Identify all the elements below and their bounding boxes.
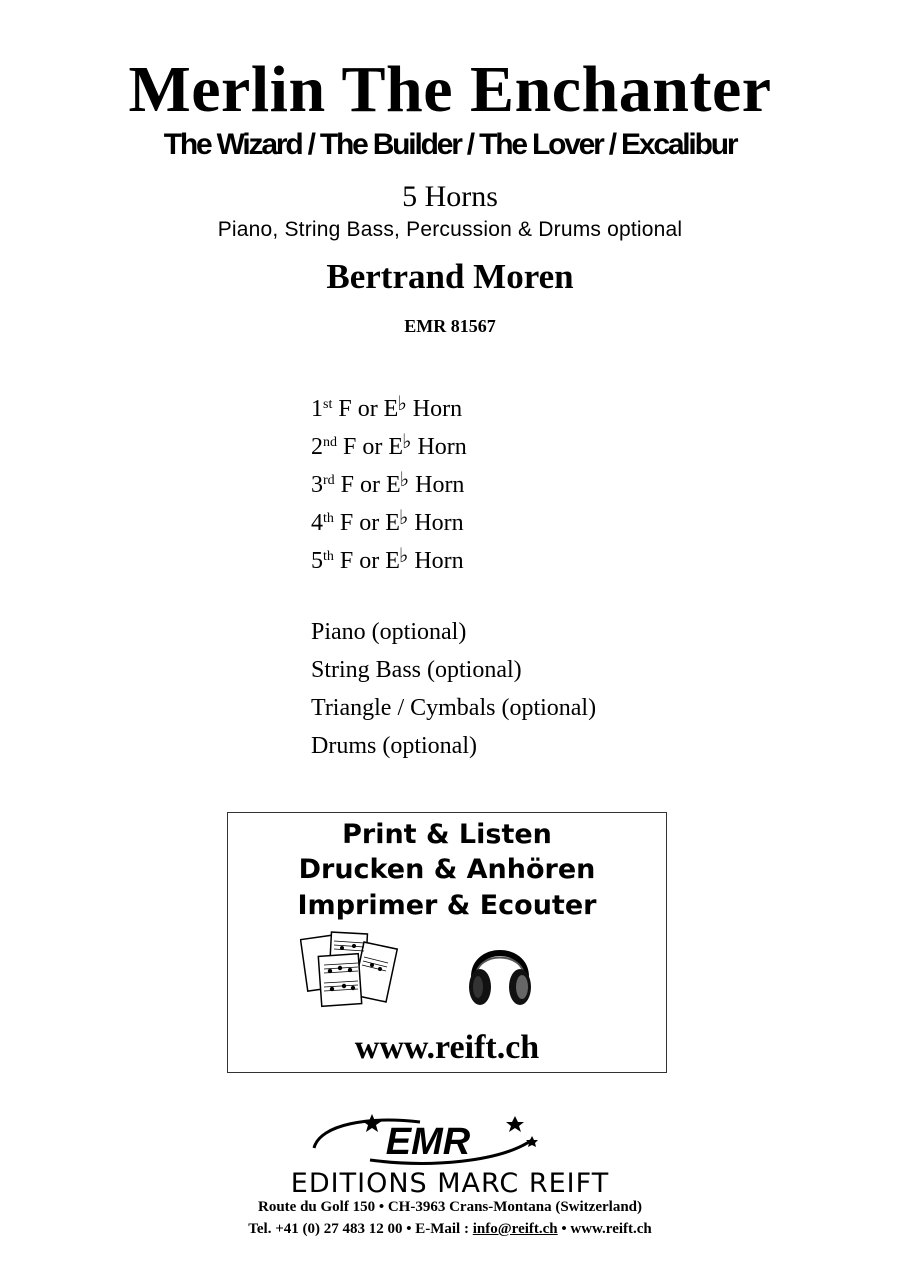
other-parts-list bbox=[311, 613, 596, 765]
catalog-number: EMR 81567 bbox=[404, 316, 496, 336]
svg-text:EMR: EMR bbox=[385, 1121, 471, 1163]
horn-parts-list bbox=[311, 385, 467, 575]
part-item: Piano (optional) bbox=[311, 619, 467, 645]
publisher-address: Route du Golf 150 • CH-3963 Crans-Montana (Switzerland) bbox=[258, 1199, 642, 1215]
promo-line: Imprimer & Ecouter bbox=[297, 890, 597, 921]
ensemble: 5 Horns bbox=[402, 180, 498, 213]
publisher-contact: Tel. +41 (0) 27 483 12 00 • E-Mail : info@reift.ch • www.reift.ch bbox=[248, 1221, 652, 1237]
print-listen-box bbox=[227, 812, 667, 1073]
part-item: 3rd F or E♭ Horn bbox=[311, 469, 465, 498]
part-item: Triangle / Cymbals (optional) bbox=[311, 695, 597, 721]
email-link[interactable]: info@reift.ch bbox=[472, 1221, 558, 1237]
instrumentation-note: Piano, String Bass, Percussion & Drums optional bbox=[217, 218, 683, 241]
promo-line: Print & Listen bbox=[342, 819, 552, 850]
part-item: 2nd F or E♭ Horn bbox=[311, 431, 467, 460]
part-item: 4th F or E♭ Horn bbox=[311, 507, 464, 536]
page-title: Merlin The Enchanter bbox=[128, 53, 772, 126]
publisher-name: EDITIONS MARC REIFT bbox=[290, 1168, 610, 1199]
part-item: Drums (optional) bbox=[311, 733, 477, 759]
part-item: String Bass (optional) bbox=[311, 657, 522, 683]
headphones-icon bbox=[464, 933, 536, 1011]
sheet-music-icon bbox=[300, 931, 412, 1009]
emr-logo bbox=[310, 1110, 545, 1170]
website-link[interactable]: www.reift.ch bbox=[354, 1029, 540, 1066]
promo-line: Drucken & Anhören bbox=[298, 854, 596, 885]
part-item: 5th F or E♭ Horn bbox=[311, 545, 464, 574]
part-item: 1st F or E♭ Horn bbox=[311, 393, 463, 422]
subtitle: The Wizard / The Builder / The Lover / Excalibur bbox=[163, 128, 737, 161]
composer: Bertrand Moren bbox=[326, 257, 574, 296]
